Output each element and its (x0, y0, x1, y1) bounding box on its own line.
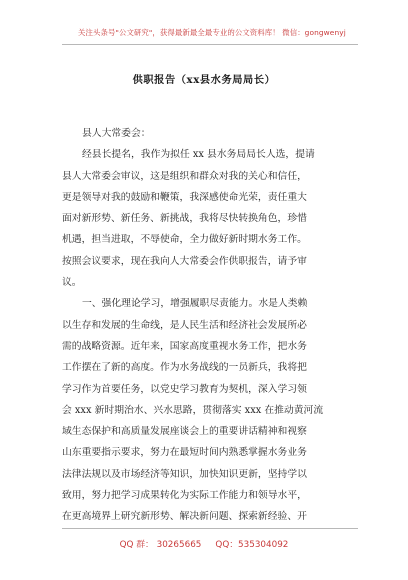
header-divider (62, 44, 358, 45)
body-line: 法律法规以及市场经济等知识，加快知识更新，坚持学以 (62, 468, 307, 480)
section-heading-line: 一、强化理论学习，增强履职尽责能力。水是人类赖 (82, 298, 308, 310)
body-line: 山东重要指示要求，努力在最短时间内熟悉掌握水务业务 (62, 447, 307, 459)
footer-divider (62, 528, 358, 529)
body-line: 致用，努力把学习成果转化为实际工作能力和领导水平， (62, 490, 307, 502)
body-line: 更是领导对我的鼓励和鞭策，我深感使命光荣，责任重大 (62, 191, 307, 203)
body-line: 以生存和发展的生命线，是人民生活和经济社会发展所必 (62, 319, 307, 331)
header-banner: 关注头条号"公文研究"，获得最新最全最专业的公文资料库！ 微信：gongwenyj (78, 28, 346, 37)
footer-qq-group: QQ 群： 30265665 (119, 540, 202, 550)
body-line: 按照会议要求，现在我向人大常委会作供职报告，请予审 (62, 255, 307, 267)
body-line: 议。 (62, 277, 82, 289)
body-line: 需的战略资源。近年来，国家高度重视水务工作，把水务 (62, 340, 307, 352)
salutation-line: 县人大常委会： (82, 128, 151, 139)
body-line: 域生态保护和高质量发展座谈会上的重要讲话精神和视察 (62, 426, 307, 438)
body-line: 工作摆在了新的高度。作为水务战线的一员新兵，我将把 (62, 362, 307, 374)
body-line: 经县长提名，我作为拟任 xx 县水务局局长人选，提请 (82, 149, 315, 161)
document-title: 供职报告（xx县水务局局长） (132, 74, 276, 86)
body-line: 县人大常委会审议，这是组织和群众对我的关心和信任， (62, 170, 307, 182)
document-body (62, 123, 358, 528)
footer-contact (0, 537, 408, 550)
footer-qq-contact: QQ：535304092 (215, 540, 289, 550)
body-line: 会 xxx 新时期治水、兴水思路，贯彻落实 xxx 在推动黄河流 (62, 404, 324, 416)
body-line: 面对新形势、新任务、新挑战，我将尽快转换角色，珍惜 (62, 213, 307, 225)
body-line: 在更高境界上研究新形势、解决新问题、探索新经验、开 (62, 511, 307, 523)
body-line: 学习作为首要任务，以党史学习教育为契机，深入学习领 (62, 383, 307, 395)
body-line: 机遇，担当进取，不辱使命，全力做好新时期水务工作。 (62, 234, 307, 246)
